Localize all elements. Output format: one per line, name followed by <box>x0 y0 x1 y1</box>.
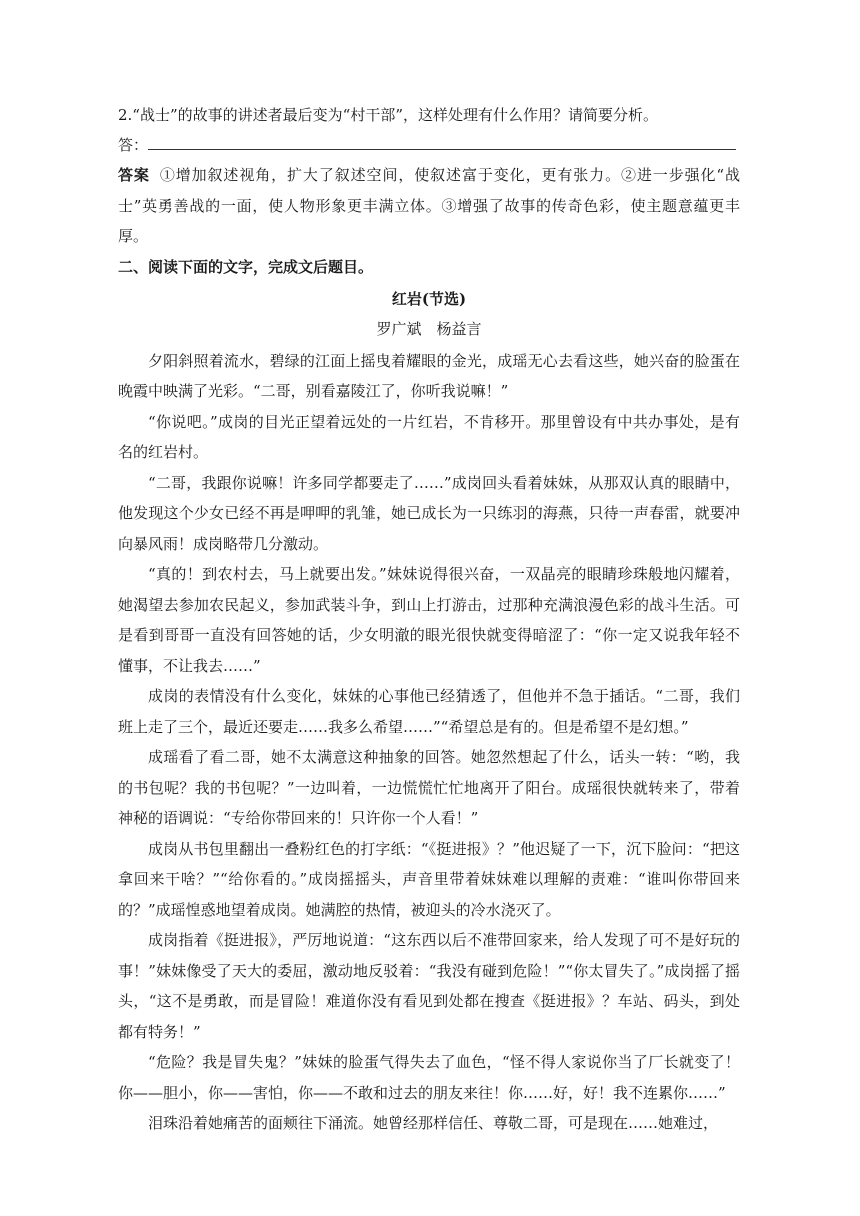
question-2: 2.“战士”的故事的讲述者最后变为“村干部”，这样处理有什么作用？请简要分析。 <box>118 106 658 124</box>
answer-blank-line <box>118 130 740 160</box>
article-paragraph: 泪珠沿着她痛苦的面颊往下涌流。她曾经那样信任、尊敬二哥，可是现在……她难过， <box>148 1114 719 1132</box>
article-authors: 罗广斌 杨益言 <box>376 319 482 338</box>
article-title: 红岩(节选) <box>391 289 467 308</box>
answer-text: ①增加叙述视角，扩大了叙述空间，使叙述富于变化，更有张力。②进一步强化“战士”英勇善战的一面，使人物形象更丰满立体。③增强了故事的传奇色彩，使主题意蕴更丰厚。 <box>118 166 740 245</box>
answer-block <box>118 160 740 252</box>
article-paragraph: 成岗从书包里翻出一叠粉红色的打字纸：“《挺进报》？”他迟疑了一下，沉下脸问：“把这拿回来干啥？”“给你看的。”成岗摇摇头，声音里带着妹妹难以理解的责难：“谁叫你带回来的？”成瑶惶惑地望着成岗。她满腔的热情，被迎头的冷水浇灭了。 <box>118 839 740 919</box>
section-heading: 二、阅读下面的文字，完成文后题目。 <box>118 257 374 276</box>
article-paragraph: 夕阳斜照着流水，碧绿的江面上摇曳着耀眼的金光，成瑶无心去看这些，她兴奋的脸蛋在晚霞中映满了光彩。“二哥，别看嘉陵江了，你听我说嘛！” <box>118 351 740 400</box>
document-page <box>118 100 740 1139</box>
article-paragraph: “真的！到农村去，马上就要出发。”妹妹说得很兴奋，一双晶亮的眼睛珍珠般地闪耀着，她渴望去参加农民起义，参加武装斗争，到山上打游击，过那种充满浪漫色彩的战斗生活。可是看到哥哥一直没有回答她的话，少女明澈的眼光很快就变得暗涩了：“你一定又说我年轻不懂事，不让我去……” <box>118 565 740 675</box>
article-paragraph: 成瑶看了看二哥，她不太满意这种抽象的回答。她忽然想起了什么，话头一转：“哟，我的书包呢？我的书包呢？”一边叫着，一边慌慌忙忙地离开了阳台。成瑶很快就转来了，带着神秘的语调说：“专给你带回来的！只许你一个人看！” <box>118 748 740 827</box>
answer-prefix: 答： <box>118 136 149 154</box>
article-paragraph: “你说吧。”成岗的目光正望着远处的一片红岩，不肯移开。那里曾设有中共办事处，是有名的红岩村。 <box>118 412 740 461</box>
article-paragraph: “二哥，我跟你说嘛！许多同学都要走了……”成岗回头看着妹妹，从那双认真的眼睛中，他发现这个少女已经不再是呷呷的乳雏，她已成长为一只练羽的海燕，只待一声春雷，就要冲向暴风雨！成岗略带几分激动。 <box>118 473 740 553</box>
article-paragraph: 成岗的表情没有什么变化，妹妹的心事他已经猜透了，但他并不急于插话。“二哥，我们班上走了三个，最近还要走……我多么希望……”“希望总是有的。但是希望不是幻想。” <box>118 687 740 736</box>
article-paragraph: 成岗指着《挺进报》，严厉地说道：“这东西以后不准带回家来，给人发现了可不是好玩的事！”妹妹像受了天大的委屈，激动地反驳着：“我没有碰到危险！”“你太冒失了。”成岗摇了摇头，“这不是勇敢，而是冒险！难道你没有看见到处都在搜查《挺进报》？车站、码头，到处都有特务！” <box>118 931 740 1041</box>
answer-label: 答案 <box>118 166 150 184</box>
answer-underline[interactable] <box>148 135 736 150</box>
article-paragraph: “危险？我是冒失鬼？”妹妹的脸蛋气得失去了血色，“怪不得人家说你当了厂长就变了！你——胆小，你——害怕，你——不敢和过去的朋友来往！你……好，好！我不连累你……” <box>118 1053 740 1102</box>
